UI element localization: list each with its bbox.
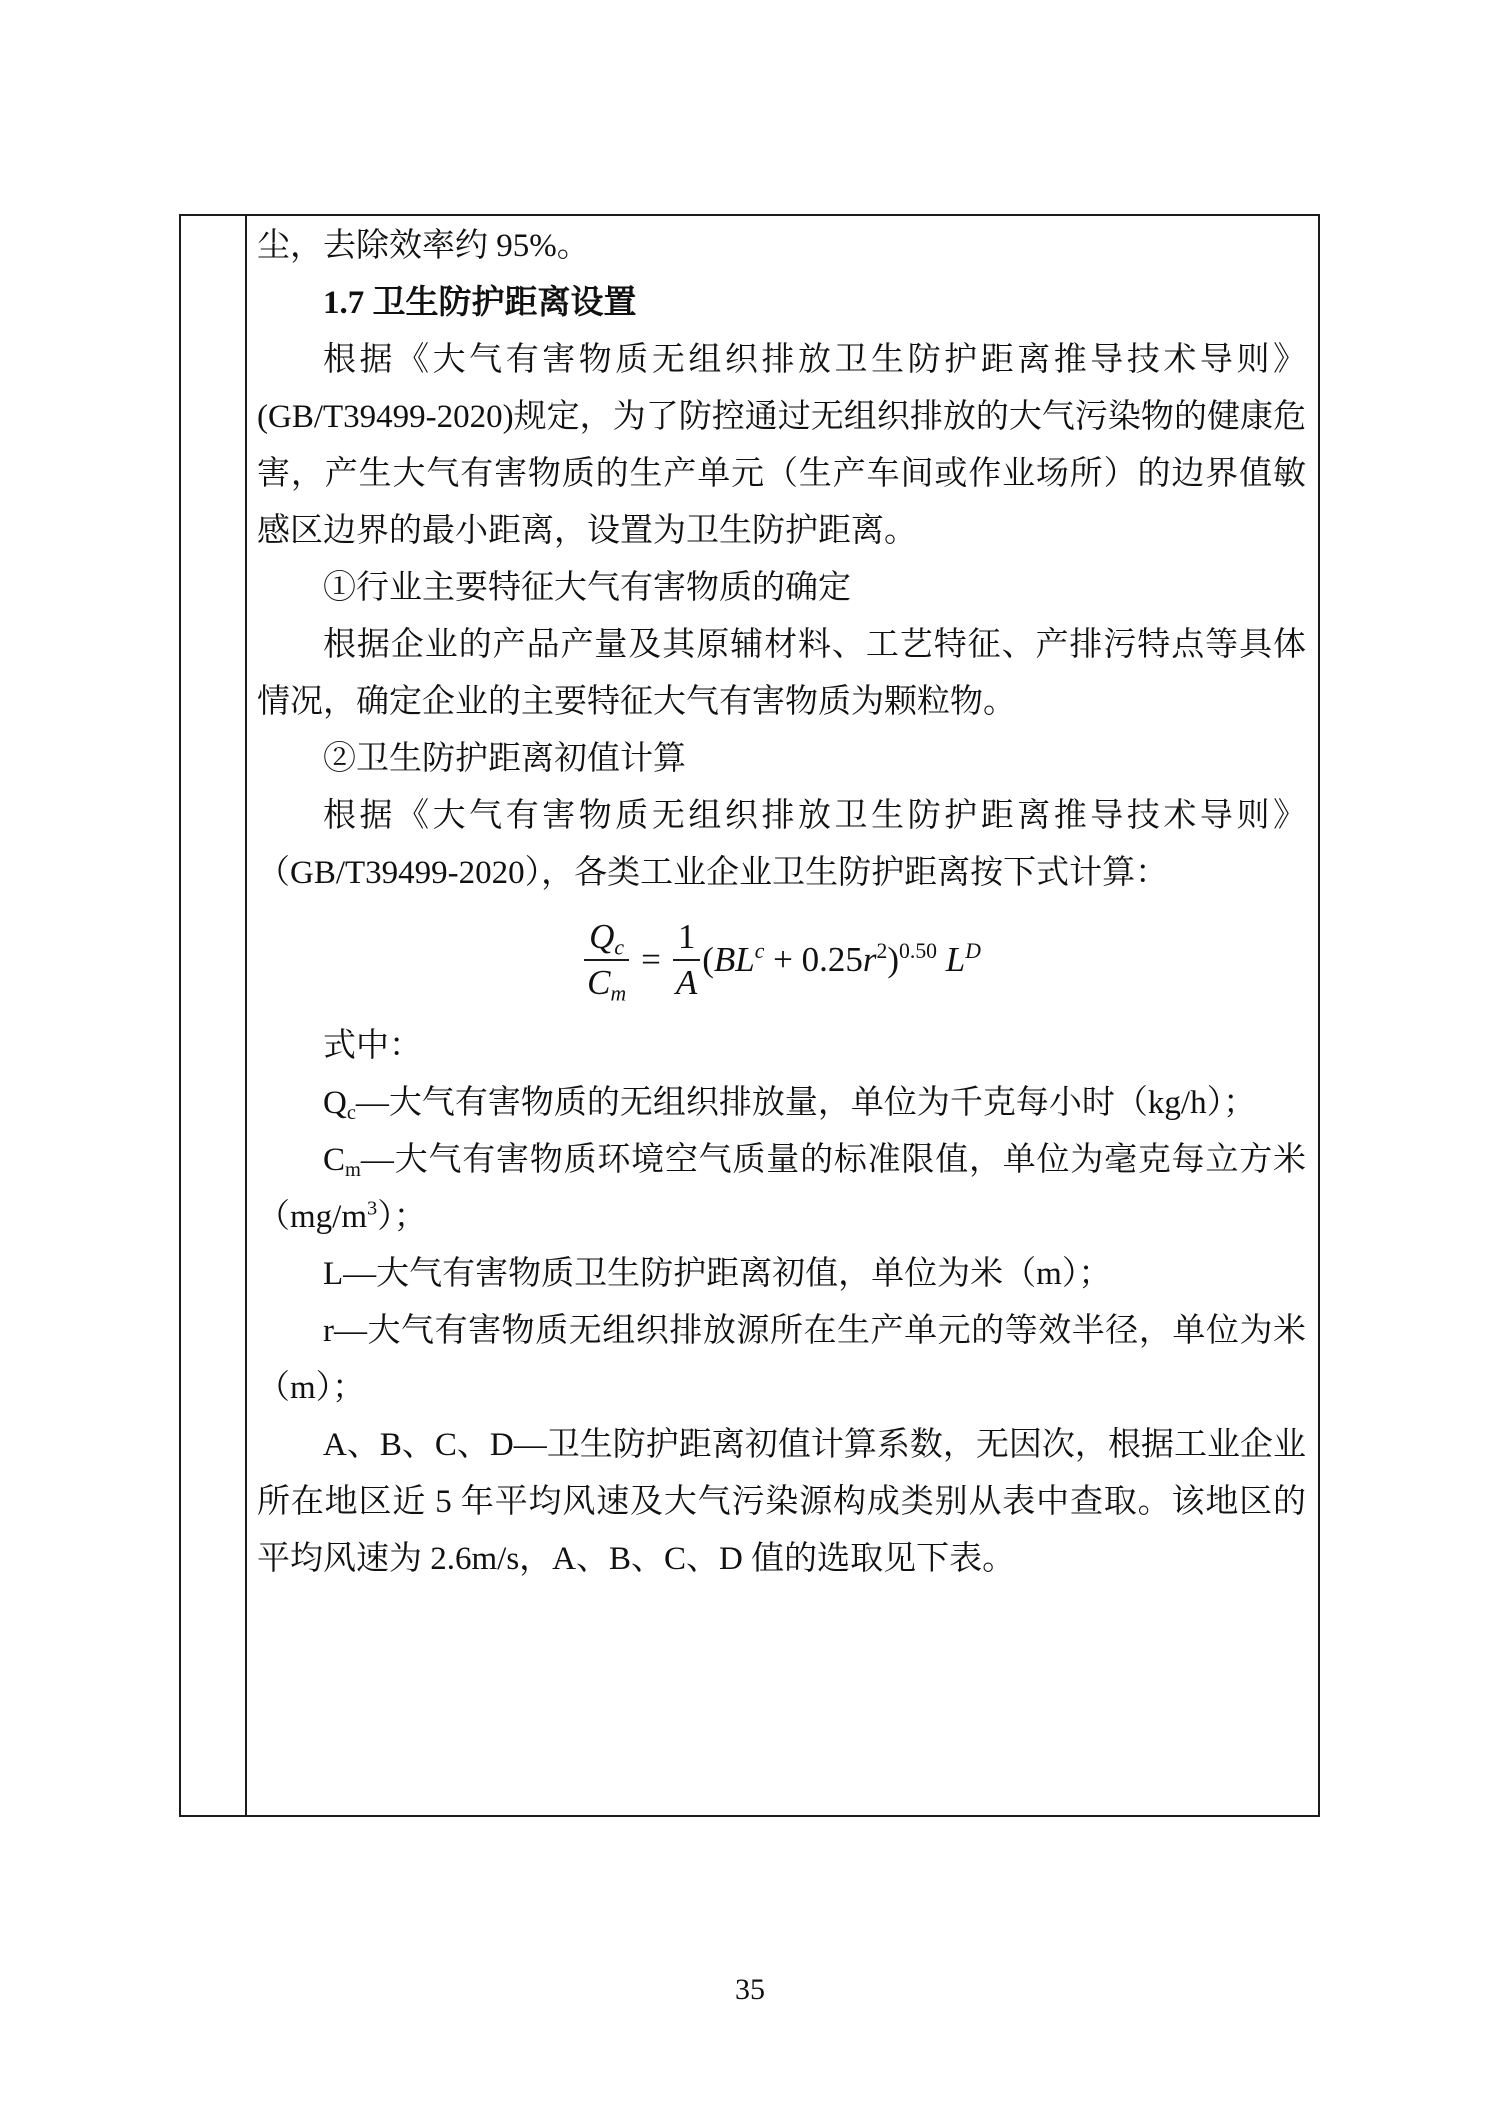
- definition-l: L—大气有害物质卫生防护距离初值，单位为米（m）；: [323, 1256, 1112, 1292]
- formula-equals-sign: =: [641, 939, 661, 979]
- content-cell: [247, 216, 1318, 1815]
- definition-abcd: A、B、C、D—卫生防护距离初值计算系数，无因次，根据工业企业所在地区近 5 年平均风速及大气污染源构成类别从表中查取。该地区的平均风速为 2.6m/s，A、B、C、D 值的选取见下表。: [257, 1427, 1306, 1577]
- list-item-1: ①行业主要特征大气有害物质的确定: [323, 570, 851, 606]
- definition-cm: Cm—大气有害物质环境空气质量的标准限值，单位为毫克每立方米$(mg/m^3)$；: [257, 1142, 1306, 1235]
- content-table: [179, 214, 1320, 1817]
- continuation-text: 尘，去除效率约 95%。: [257, 228, 590, 264]
- where-label: 式中：: [323, 1028, 422, 1064]
- paragraph-basis: 根据《大气有害物质无组织排放卫生防护距离推导技术导则》(GB/T39499-2020)规定，为了防控通过无组织排放的大气污染物的健康危害，产生大气有害物质的生产单元（生产车间或作业场所）的边界值敏感区边界的最小距离，设置为卫生防护距离。: [257, 342, 1306, 549]
- formula: [257, 902, 1306, 1018]
- paragraph-calculation: 根据《大气有害物质无组织排放卫生防护距离推导技术导则》（GB/T39499-2020），各类工业企业卫生防护距离按下式计算：: [257, 798, 1306, 891]
- row-label-cell: [181, 216, 247, 1815]
- list-item-2: ②卫生防护距离初值计算: [323, 741, 686, 777]
- paragraph-characteristic: 根据企业的产品产量及其原辅材料、工艺特征、产排污特点等具体情况，确定企业的主要特征大气有害物质为颗粒物。: [257, 627, 1306, 720]
- formula-lhs-fraction: [582, 916, 631, 1006]
- formula-lhs-denominator: Cm: [587, 963, 627, 1006]
- formula-rhs-denominator: A: [675, 963, 698, 1002]
- section-heading: 1.7 卫生防护距离设置: [323, 285, 637, 321]
- formula-rhs-numerator: 1: [673, 918, 701, 962]
- formula-rhs-fraction: [671, 918, 702, 1003]
- formula-expression: $(BL^c + 0.25r^2)^{0.50}$ $L^D$: [702, 938, 981, 979]
- definition-qc: Qc—大气有害物质的无组织排放量，单位为千克每小时（kg/h）；: [323, 1085, 1257, 1125]
- formula-lhs-numerator: Qc: [584, 918, 629, 962]
- definition-r: r—大气有害物质无组织排放源所在生产单元的等效半径，单位为米（m）；: [257, 1313, 1306, 1406]
- page-number: 35: [735, 1973, 765, 2006]
